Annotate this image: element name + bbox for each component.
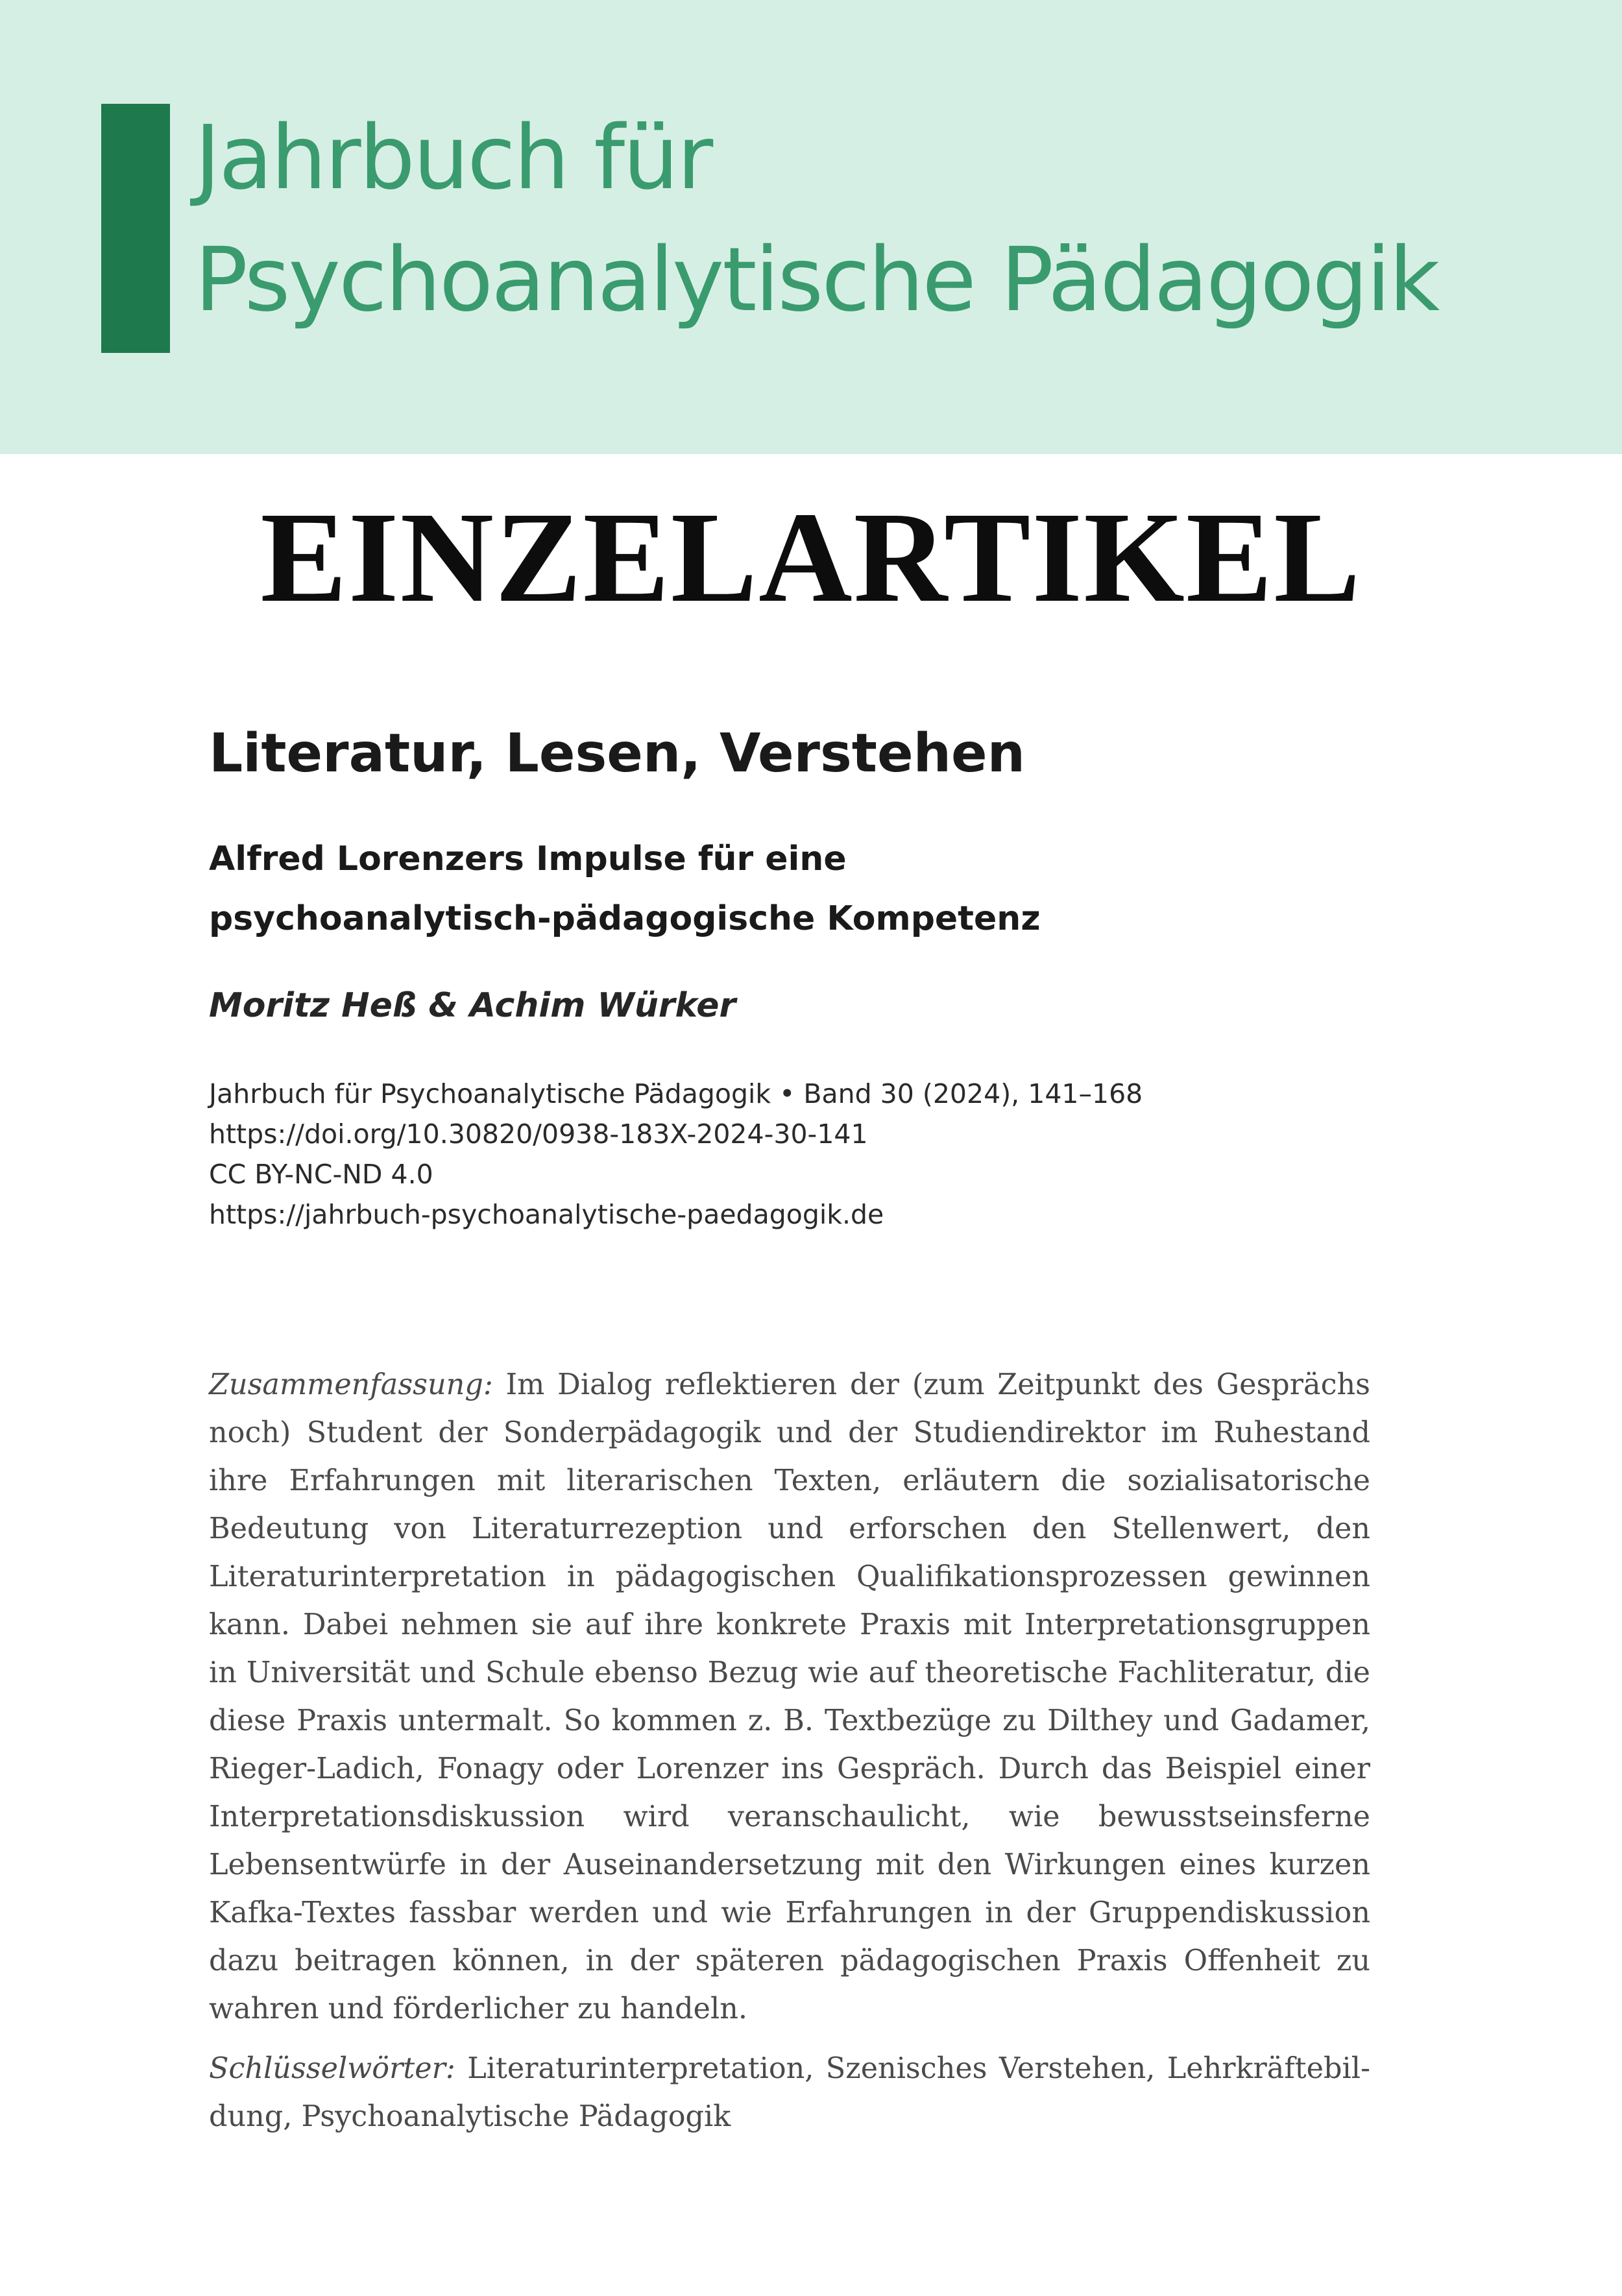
journal-header bbox=[0, 0, 1622, 454]
einzelartikel-banner: EINZELARTIKEL bbox=[260, 486, 1362, 629]
license-text: CC BY-NC-ND 4.0 bbox=[209, 1159, 433, 1190]
doi-link[interactable]: https://doi.org/10.30820/0938-183X-2024-30-141 bbox=[209, 1118, 868, 1150]
abstract bbox=[209, 1361, 1370, 2033]
website-link[interactable]: https://jahrbuch-psychoanalytische-paedagogik.de bbox=[209, 1199, 884, 1230]
journal-title-line2: Psychoanalytische Pädagogik bbox=[195, 229, 1438, 332]
article-authors: Moritz Heß & Achim Würker bbox=[209, 986, 736, 1025]
citation-block bbox=[209, 1074, 1143, 1235]
citation-line: Jahrbuch für Psychoanalytische Pädagogik • Band 30 (2024), 141–168 bbox=[209, 1078, 1143, 1109]
keywords-label: Schlüsselwörter: bbox=[209, 2052, 468, 2085]
article-subtitle bbox=[209, 829, 1041, 949]
abstract-text: Im Dialog reflektieren der (zum Zeitpunkt des Gesprächs noch) Student der Sonderpädagogik und der Studiendirektor im Ruhestand ihre Erfahrungen mit literarischen Texten, erläutern die sozialisatorische Bedeutung von Literaturrezeption und erforschen den Stellenwert, den Literaturinterpretation in pädagogischen Qualifikationsprozessen gewinnen kann. Dabei nehmen sie auf ihre konkrete Praxis mit Interpretationsgruppen in Universität und Schule ebenso Bezug wie auf theoretische Fachliteratur, die diese Praxis untermalt. So kommen z. B. Textbezüge zu Dilthey und Gadamer, Rieger-Ladich, Fonagy oder Lorenzer ins Gespräch. Durch das Beispiel einer Interpretationsdiskussion wird veranschaulicht, wie bewusstseinsferne Lebensentwürfe in der Auseinandersetzung mit den Wirkungen eines kurzen Kafka-Textes fassbar werden und wie Erfahrungen in der Gruppendiskussion dazu beitragen können, in der späteren pädagogischen Praxis Offenheit zu wahren und förderlicher zu handeln. bbox=[209, 1368, 1370, 2025]
article-title: Literatur, Lesen, Verstehen bbox=[209, 723, 1025, 784]
subtitle-line2: psychoanalytisch-pädagogische Kompetenz bbox=[209, 899, 1041, 938]
header-accent-bar bbox=[101, 104, 170, 353]
journal-title-line1: Jahrbuch für bbox=[195, 107, 712, 210]
keywords bbox=[209, 2045, 1370, 2141]
subtitle-line1: Alfred Lorenzers Impulse für eine bbox=[209, 840, 847, 878]
journal-title bbox=[195, 97, 1590, 341]
keywords-text: Literaturinterpretation, Szenisches Verstehen, Lehrkräftebildung, Psychoanalytische Pädagogik bbox=[209, 2052, 1371, 2133]
abstract-label: Zusammenfassung: bbox=[209, 1368, 506, 1401]
